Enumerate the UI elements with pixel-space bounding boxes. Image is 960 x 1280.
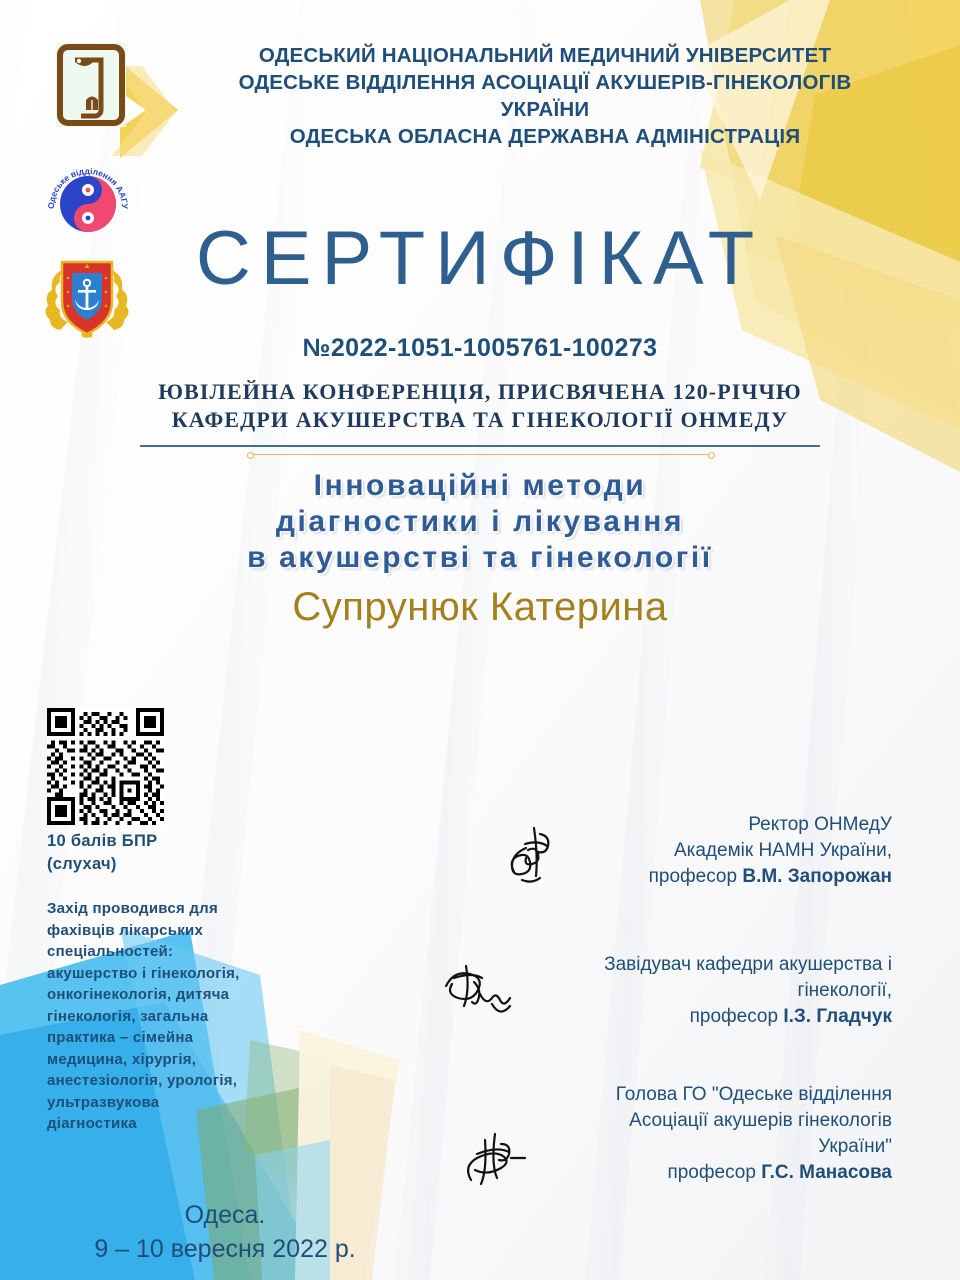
chair-name: Г.С. Манасова — [761, 1162, 892, 1183]
head-line-3 — [604, 1004, 892, 1030]
conference-subtitle-line-2: КАФЕДРИ АКУШЕРСТВА ТА ГІНЕКОЛОГІЇ ОНМЕДУ — [171, 407, 789, 432]
certificate-title: СЕРТИФІКАТ — [195, 216, 765, 301]
footer-date: 9 – 10 вересня 2022 р. — [94, 1235, 356, 1263]
header-line-1: ОДЕСЬКИЙ НАЦІОНАЛЬНИЙ МЕДИЧНИЙ УНІВЕРСИТЕТ — [258, 44, 832, 67]
rector-line-2: Академік НАМН України, — [673, 840, 892, 861]
university-logo-icon — [55, 42, 127, 128]
chair-line-1: Голова ГО "Одеське відділення — [615, 1084, 892, 1105]
chair-line-4 — [616, 1160, 892, 1186]
signature-block-rector — [0, 812, 960, 912]
rector-role: професор — [648, 866, 743, 887]
audience-lead: Захід проводився для фахівців лікарських спеціальностей: — [47, 900, 218, 960]
signature-mark-hladchuk-icon — [436, 948, 546, 1038]
footer-place-date — [60, 1198, 390, 1266]
certificate-number: №2022-1051-1005761-100273 — [302, 334, 658, 362]
topic-line-1: Інноваційні методи — [313, 469, 647, 502]
chair-role: професор — [667, 1162, 762, 1183]
institution-header — [150, 42, 940, 150]
signature-text-head-of-department — [604, 952, 892, 1030]
topic-line-3: в акушерстві та гінекології — [247, 541, 713, 574]
qr-code[interactable] — [47, 708, 164, 825]
bpr-points-line-1: 10 балів БПР — [47, 832, 158, 850]
header-line-2: ОДЕСЬКЕ ВІДДІЛЕННЯ АСОЦІАЦІЇ АКУШЕРІВ-ГІНЕКОЛОГІВ — [238, 71, 852, 94]
svg-text:Одеське відділення ААГУ: Одеське відділення ААГУ — [45, 165, 131, 210]
header-line-4: ОДЕСЬКА ОБЛАСНА ДЕРЖАВНА АДМІНІСТРАЦІЯ — [289, 125, 801, 148]
specialties-list: акушерство і гінекологія, онкогінекологія, дитяча гінекологія, загальна практика – сімейна медицина, хірургія, анестезіологія, урологія, ультразвукова діагностика — [47, 964, 240, 1132]
bpr-points-line-2: (слухач) — [47, 855, 117, 873]
header-line-3: УКРАЇНИ — [500, 98, 590, 121]
conference-subtitle — [0, 378, 960, 434]
divider-gold — [251, 454, 711, 455]
head-line-1: Завідувач кафедри акушерства і — [604, 954, 892, 975]
head-role: професор — [689, 1006, 784, 1027]
signature-block-head-of-department — [0, 952, 960, 1052]
conference-subtitle-line-1: ЮВІЛЕЙНА КОНФЕРЕНЦІЯ, ПРИСВЯЧЕНА 120-РІЧЧЮ — [158, 379, 802, 404]
rector-line-1: Ректор ОНМедУ — [748, 814, 892, 835]
divider-blue — [140, 445, 820, 447]
rector-name: В.М. Запорожан — [742, 866, 892, 887]
conference-topic — [0, 468, 960, 576]
signature-text-chair — [616, 1082, 892, 1186]
rector-line-3 — [649, 864, 892, 890]
signature-text-rector — [649, 812, 892, 890]
chair-line-3: України" — [818, 1136, 892, 1157]
recipient-name: Супрунюк Катерина — [292, 585, 668, 629]
chair-line-2: Асоціації акушерів гінекологів — [629, 1110, 892, 1131]
head-line-2: гінекології, — [797, 980, 892, 1001]
head-name: І.З. Гладчук — [783, 1006, 892, 1027]
signature-block-chair — [0, 1082, 960, 1202]
topic-line-2: діагностики і лікування — [275, 505, 685, 538]
signature-mark-manasova-icon — [455, 1110, 565, 1200]
signature-mark-zaporozhan-icon — [492, 810, 602, 900]
footer-place: Одеса. — [184, 1201, 266, 1229]
